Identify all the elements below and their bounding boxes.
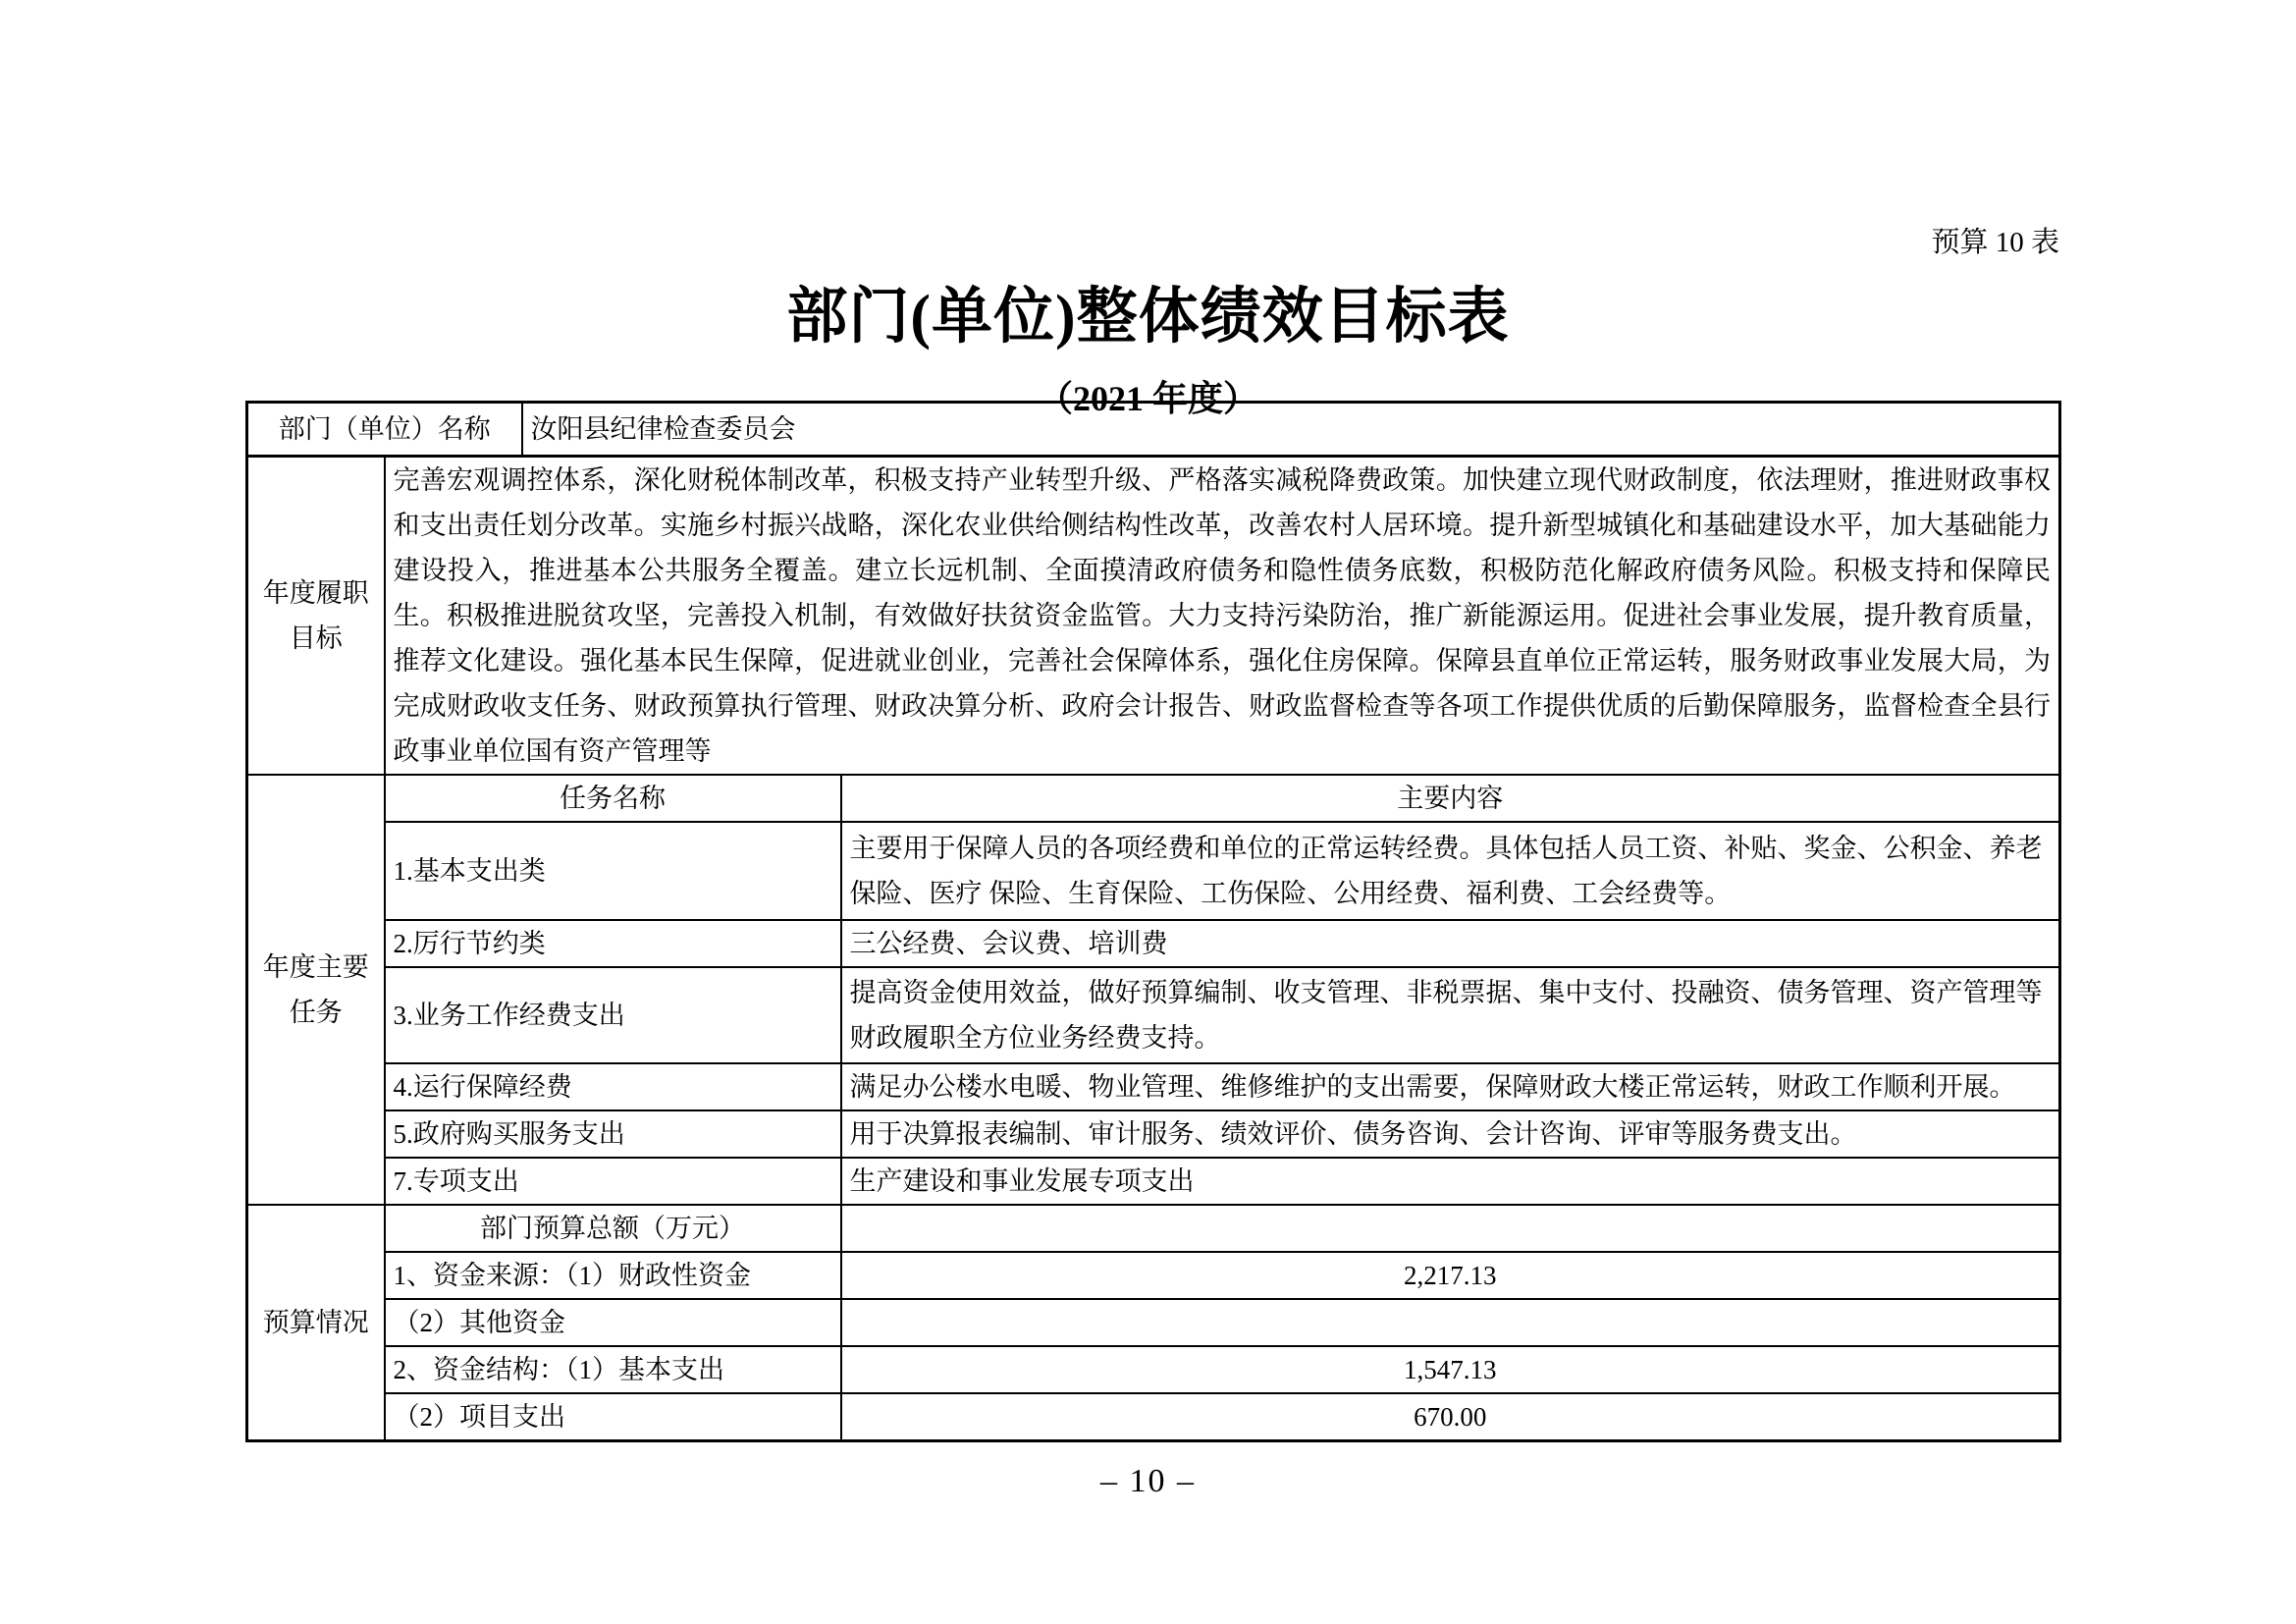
- task-content: 三公经费、会议费、培训费: [841, 920, 2060, 967]
- task-row: [247, 920, 2060, 967]
- budget-row: [247, 1252, 2060, 1299]
- task-name: 3.业务工作经费支出: [385, 967, 841, 1063]
- budget-row-label: （2）项目支出: [385, 1393, 841, 1441]
- budget-row-value: 2,217.13: [841, 1252, 2060, 1299]
- task-row: [247, 967, 2060, 1063]
- budget-row: [247, 1346, 2060, 1393]
- task-name-header: 任务名称: [385, 775, 841, 822]
- budget-row-label: 部门预算总额（万元）: [385, 1205, 841, 1252]
- page-number: – 10 –: [1100, 1463, 1196, 1499]
- page-title: 部门(单位)整体绩效目标表: [786, 284, 1510, 351]
- task-row: [247, 1063, 2060, 1110]
- task-content: 提高资金使用效益，做好预算编制、收支管理、非税票据、集中支付、投融资、债务管理、资产管理等财政履职全方位业务经费支持。: [841, 967, 2060, 1063]
- task-name: 4.运行保障经费: [385, 1063, 841, 1110]
- task-content-header: 主要内容: [841, 775, 2060, 822]
- task-content: 满足办公楼水电暖、物业管理、维修维护的支出需要，保障财政大楼正常运转，财政工作顺利开展。: [841, 1063, 2060, 1110]
- corner-label: 预算 10 表: [1931, 227, 2059, 258]
- task-name: 7.专项支出: [385, 1158, 841, 1205]
- annual-goal-label: 年度履职目标: [247, 457, 385, 776]
- budget-row-value: 670.00: [841, 1393, 2060, 1441]
- budget-row: [247, 1205, 2060, 1252]
- dept-name-row: [247, 403, 2060, 457]
- dept-name-value: 汝阳县纪律检查委员会: [522, 403, 2060, 457]
- task-name: 1.基本支出类: [385, 822, 841, 920]
- task-content: 主要用于保障人员的各项经费和单位的正常运转经费。具体包括人员工资、补贴、奖金、公积金、养老保险、医疗 保险、生育保险、工伤保险、公用经费、福利费、工会经费等。: [841, 822, 2060, 920]
- task-row: [247, 1110, 2060, 1158]
- budget-row: [247, 1393, 2060, 1441]
- task-name: 5.政府购买服务支出: [385, 1110, 841, 1158]
- task-content: 生产建设和事业发展专项支出: [841, 1158, 2060, 1205]
- budget-row-label: 1、资金来源：（1）财政性资金: [385, 1252, 841, 1299]
- budget-label: 预算情况: [247, 1205, 385, 1441]
- budget-row-value: [841, 1205, 2060, 1252]
- annual-tasks-label: 年度主要任务: [247, 775, 385, 1205]
- task-row: [247, 822, 2060, 920]
- task-name: 2.厉行节约类: [385, 920, 841, 967]
- task-row: [247, 1158, 2060, 1205]
- budget-row: [247, 1299, 2060, 1346]
- budget-row-value: 1,547.13: [841, 1346, 2060, 1393]
- budget-row-value: [841, 1299, 2060, 1346]
- budget-row-label: 2、资金结构：（1）基本支出: [385, 1346, 841, 1393]
- dept-name-table: [245, 401, 2061, 458]
- performance-target-table: [245, 455, 2061, 1442]
- task-header-row: [247, 775, 2060, 822]
- annual-goal-row: [247, 457, 2060, 776]
- page-subtitle: （2021 年度）: [1037, 379, 1258, 418]
- budget-row-label: （2）其他资金: [385, 1299, 841, 1346]
- annual-goal-text: 完善宏观调控体系，深化财税体制改革，积极支持产业转型升级、严格落实减税降费政策。加快建立现代财政制度，依法理财，推进财政事权和支出责任划分改革。实施乡村振兴战略，深化农业供给侧结构性改革，改善农村人居环境。提升新型城镇化和基础建设水平，加大基础能力建设投入，推进基本公共服务全覆盖。建立长远机制、全面摸清政府债务和隐性债务底数，积极防范化解政府债务风险。积极支持和保障民生。积极推进脱贫攻坚，完善投入机制，有效做好扶贫资金监管。大力支持污染防治，推广新能源运用。促进社会事业发展，提升教育质量，推荐文化建设。强化基本民生保障，促进就业创业，完善社会保障体系，强化住房保障。保障县直单位正常运转，服务财政事业发展大局，为完成财政收支任务、财政预算执行管理、财政决算分析、政府会计报告、财政监督检查等各项工作提供优质的后勤保障服务，监督检查全县行政事业单位国有资产管理等: [385, 457, 2060, 776]
- task-content: 用于决算报表编制、审计服务、绩效评价、债务咨询、会计咨询、评审等服务费支出。: [841, 1110, 2060, 1158]
- dept-name-label: 部门（单位）名称: [247, 403, 522, 457]
